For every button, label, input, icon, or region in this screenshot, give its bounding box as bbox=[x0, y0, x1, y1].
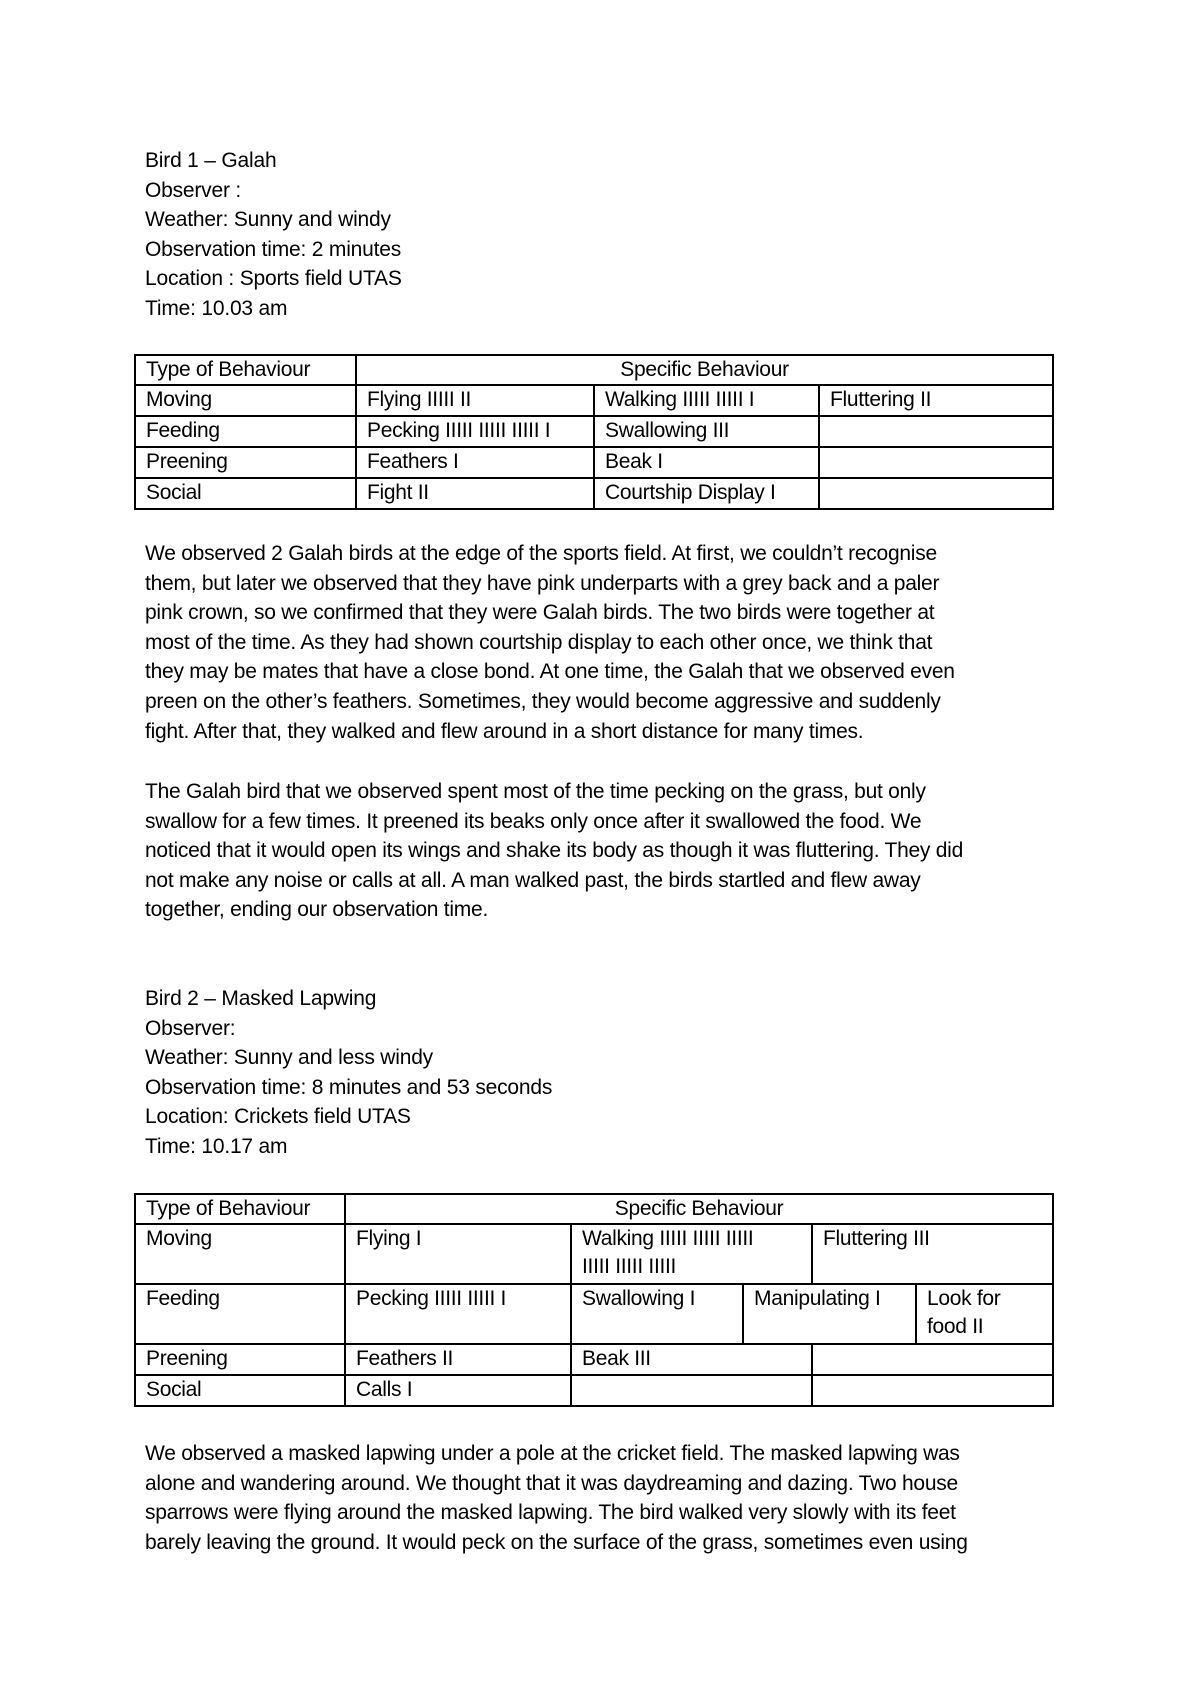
bird2-heading: Bird 2 – Masked Lapwing bbox=[145, 987, 377, 1010]
bird1-behaviour-table bbox=[134, 354, 1054, 510]
table-cell: Beak I bbox=[594, 447, 819, 478]
row-type: Feeding bbox=[135, 1284, 345, 1344]
table-header-specific: Specific Behaviour bbox=[345, 1194, 1053, 1224]
table-row bbox=[135, 447, 1053, 478]
text-line: fight. After that, they walked and flew around in a short distance for many times. bbox=[145, 719, 864, 743]
bird1-paragraph-1 bbox=[145, 539, 1045, 746]
table-cell-empty bbox=[812, 1375, 1053, 1406]
row-type: Social bbox=[135, 478, 356, 509]
table-cell: Feathers II bbox=[345, 1344, 571, 1375]
table-cell: Flying I bbox=[345, 1224, 571, 1284]
table-row bbox=[135, 478, 1053, 509]
text-line: most of the time. As they had shown courtship display to each other once, we think that bbox=[145, 630, 933, 654]
table-cell: Look for food II bbox=[916, 1284, 1053, 1344]
bird1-weather: Weather: Sunny and windy bbox=[145, 208, 391, 231]
bird2-paragraph-1 bbox=[145, 1439, 1045, 1557]
table-cell: Calls I bbox=[345, 1375, 571, 1406]
text-line: swallow for a few times. It preened its beaks only once after it swallowed the food. We bbox=[145, 809, 922, 833]
text-line: sparrows were flying around the masked lapwing. The bird walked very slowly with its feet bbox=[145, 1501, 956, 1525]
text-line: them, but later we observed that they have pink underparts with a grey back and a paler bbox=[145, 571, 940, 595]
bird2-observation-time: Observation time: 8 minutes and 53 seconds bbox=[145, 1075, 553, 1099]
table-cell: Swallowing III bbox=[594, 416, 819, 447]
bird1-observer: Observer : bbox=[145, 178, 242, 202]
text-line: noticed that it would open its wings and shake its body as though it was fluttering. They did bbox=[145, 839, 964, 863]
table-cell: Pecking IIIII IIIII IIIII I bbox=[356, 416, 594, 447]
table-row bbox=[135, 1224, 1053, 1284]
table-cell: Beak III bbox=[571, 1344, 812, 1375]
bird1-paragraph-2 bbox=[145, 777, 1045, 925]
table-row bbox=[135, 1375, 1053, 1406]
bird2-time: Time: 10.17 am bbox=[145, 1134, 288, 1158]
table-cell: Fluttering III bbox=[812, 1224, 1053, 1284]
row-type: Moving bbox=[135, 385, 356, 416]
text-line: We observed 2 Galah birds at the edge of the sports field. At first, we couldn’t recognise bbox=[145, 542, 937, 565]
bird2-location: Location: Crickets field UTAS bbox=[145, 1105, 411, 1128]
table-header-specific: Specific Behaviour bbox=[356, 355, 1053, 385]
text-line: alone and wandering around. We thought that it was daydreaming and dazing. Two house bbox=[145, 1471, 958, 1495]
row-type: Feeding bbox=[135, 416, 356, 447]
table-row bbox=[135, 1344, 1053, 1375]
table-row bbox=[135, 385, 1053, 416]
bird2-observer: Observer: bbox=[145, 1016, 236, 1040]
bird1-heading: Bird 1 – Galah bbox=[145, 149, 277, 172]
text-line: pink crown, so we confirmed that they were Galah birds. The two birds were together at bbox=[145, 601, 935, 625]
text-line: preen on the other’s feathers. Sometimes, they would become aggressive and suddenly bbox=[145, 689, 941, 713]
bird2-behaviour-table bbox=[134, 1193, 1054, 1407]
row-type: Preening bbox=[135, 1344, 345, 1375]
bird2-weather: Weather: Sunny and less windy bbox=[145, 1046, 433, 1069]
table-cell: Walking IIIII IIIII IIIII IIIII IIIII IIIII bbox=[571, 1224, 812, 1284]
table-cell-empty bbox=[812, 1344, 1053, 1375]
table-cell: Courtship Display I bbox=[594, 478, 819, 509]
bird1-info bbox=[145, 146, 1045, 323]
text-line: together, ending our observation time. bbox=[145, 898, 489, 922]
bird1-time: Time: 10.03 am bbox=[145, 296, 288, 320]
table-cell bbox=[819, 478, 1053, 509]
table-cell: Pecking IIIII IIIII I bbox=[345, 1284, 571, 1344]
table-cell: Fight II bbox=[356, 478, 594, 509]
table-cell: Manipulating I bbox=[743, 1284, 916, 1344]
bird1-location: Location : Sports field UTAS bbox=[145, 267, 402, 290]
text-line: they may be mates that have a close bond. At one time, the Galah that we observed even bbox=[145, 660, 955, 684]
table-header-type: Type of Behaviour bbox=[135, 1194, 345, 1224]
table-cell-empty bbox=[571, 1375, 812, 1406]
table-cell bbox=[819, 416, 1053, 447]
text-line: We observed a masked lapwing under a pole at the cricket field. The masked lapwing was bbox=[145, 1442, 960, 1465]
row-type: Preening bbox=[135, 447, 356, 478]
text-line: not make any noise or calls at all. A man walked past, the birds startled and flew away bbox=[145, 868, 921, 892]
table-cell: Walking IIIII IIIII I bbox=[594, 385, 819, 416]
table-cell: Fluttering II bbox=[819, 385, 1053, 416]
text-line: barely leaving the ground. It would peck on the surface of the grass, sometimes even using bbox=[145, 1530, 968, 1554]
table-cell bbox=[819, 447, 1053, 478]
table-cell: Feathers I bbox=[356, 447, 594, 478]
text-line: The Galah bird that we observed spent most of the time pecking on the grass, but only bbox=[145, 780, 926, 803]
bird2-info bbox=[145, 984, 1045, 1161]
table-header-type: Type of Behaviour bbox=[135, 355, 356, 385]
table-cell: Flying IIIII II bbox=[356, 385, 594, 416]
row-type: Social bbox=[135, 1375, 345, 1406]
row-type: Moving bbox=[135, 1224, 345, 1284]
table-row bbox=[135, 1284, 1053, 1344]
bird1-observation-time: Observation time: 2 minutes bbox=[145, 237, 402, 261]
table-row bbox=[135, 416, 1053, 447]
table-cell: Swallowing I bbox=[571, 1284, 743, 1344]
